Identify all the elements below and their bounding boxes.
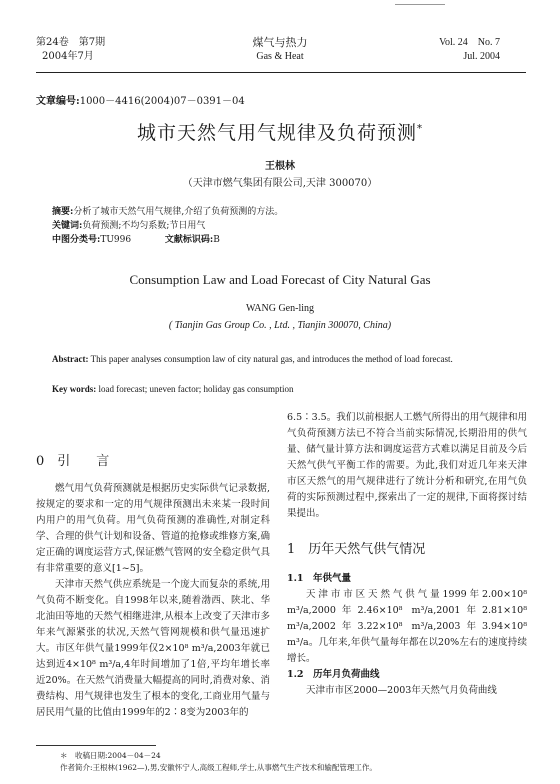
author-en: WANG Gen-ling xyxy=(245,303,315,314)
top-scan-mark xyxy=(395,4,445,5)
clc-value: TU996 xyxy=(100,235,132,245)
header-rule xyxy=(36,72,526,73)
doc-code-value: B xyxy=(213,235,220,245)
abstract-cn-label: 摘要: xyxy=(52,207,74,217)
keywords-en xyxy=(52,384,492,394)
footnote-received: ＊ 收稿日期:2004－04－24 xyxy=(60,751,161,760)
section-0-para-1: 燃气用气负荷预测就是根据历史实际供气记录数据,按规定的要求和一定的用气规律预测出未来某一段时间内用户的用气负荷。用气负荷预测的准确性,对制定科学、合理的供气计划和设备、管道的抢修或维修方案,确定正确的调度运营方式,保证燃气管网的安全稳定供气具有非常重要的意义[1~5]。 xyxy=(36,483,270,574)
article-number-value: 1000－4416(2004)07－0391－04 xyxy=(79,96,245,107)
section-1-heading: 1 历年天然气供气情况 xyxy=(287,542,426,557)
abstract-cn xyxy=(52,206,512,219)
clc-label: 中图分类号: xyxy=(52,235,101,245)
keywords-en-label: Key words: xyxy=(52,384,97,394)
article-number-label: 文章编号: xyxy=(36,96,80,107)
title-cn-text: 城市天然气用气规律及负荷预测 xyxy=(136,122,417,144)
subsection-1-2-text: 天津市市区2000—2003年天然气月负荷曲线 xyxy=(306,685,497,696)
article-number xyxy=(36,92,245,107)
footnote-author-bio: 作者简介:王根林(1962—),男,安徽怀宁人,高级工程师,学士,从事燃气生产技术和输配管理工作。 xyxy=(60,763,377,772)
title-footnote-mark: * xyxy=(417,123,423,135)
keywords-en-text: load forecast; uneven factor; holiday gas consumption xyxy=(96,384,294,394)
doc-code-label: 文献标识码: xyxy=(164,235,214,245)
section-0-heading: 0 引 言 xyxy=(36,454,110,469)
footnote-rule xyxy=(36,745,156,746)
abstract-en-text: This paper analyses consumption law of city natural gas, and introduces the method of load forecast. xyxy=(88,354,453,364)
date-cn: 2004年7月 xyxy=(42,51,94,62)
title-en: Consumption Law and Load Forecast of City Natural Gas xyxy=(129,272,431,287)
journal-cn: 煤气与热力 xyxy=(252,36,308,49)
keywords-cn xyxy=(52,220,512,233)
classification xyxy=(52,234,512,247)
abstract-en-label: Abstract: xyxy=(52,354,89,364)
affiliation-cn: （天津市燃气集团有限公司,天津 300070） xyxy=(182,178,378,189)
subsection-1-1-text: 天津市市区天然气供气量1999年2.00×10⁸ m³/a,2000年2.46×10⁸ m³/a,2001年2.81×10⁸ m³/a,2002年3.22×10⁸ m³/a,2003年3.94×10⁸ m³/a。几年来,年供气量每年都在以20%左右的速度持续增长。 xyxy=(287,589,527,664)
header-right xyxy=(439,36,500,64)
subsection-1-2-heading: 1.2 历年月负荷曲线 xyxy=(287,669,380,680)
keywords-cn-label: 关键词: xyxy=(52,221,83,231)
author-cn: 王根林 xyxy=(265,161,295,172)
volume-en: Vol. 24 No. 7 xyxy=(439,37,500,48)
date-en: Jul. 2004 xyxy=(463,51,500,62)
abstract-cn-text: 分析了城市天然气用气规律,介绍了负荷预测的方法。 xyxy=(73,207,284,217)
title-cn xyxy=(0,118,560,145)
keywords-cn-text: 负荷预测;不均匀系数;节日用气 xyxy=(82,221,206,231)
left-column xyxy=(36,450,270,721)
section-0-para-2: 天津市天然气供应系统是一个庞大而复杂的系统,用气负荷不断变化。自1998年以来,随着渤西、陕北、华北油田等地的天然气相继进津,从根本上改变了天津市多年来气源紧张的状况,天然气管网规模和供气量迅速扩大。市区年供气量1999年仅2×10⁸ m³/a,2003年就已达到近4×10⁸ m³/a,4年时间增加了1倍,平均年增长率近20%。在天然气消费量大幅提高的同时,消费对象、消费结构、用气规律也发生了根本的变化,工商业用气量与居民用气量的比值由1999年的2∶8变为2003年的 xyxy=(36,579,270,718)
affiliation-en: ( Tianjin Gas Group Co. , Ltd. , Tianjin 300070, China) xyxy=(168,320,392,331)
subsection-1-1-heading: 1.1 年供气量 xyxy=(287,573,352,584)
journal-en: Gas & Heat xyxy=(256,51,304,62)
section-0-para-continued: 6.5∶3.5。我们以前根据人工燃气所得出的用气规律和用气负荷预测方法已不符合当前实际情况,长期沿用的供气量、储气量计算方法和调度运营方式难以满足目前及今后天然气供气平衡工作的需要。为此,我们对近几年来天津市区天然气的用气规律进行了统计分析和研究,在用气负荷的实际预测过程中,探索出了一定的规律,下面将探讨结果提出。 xyxy=(287,412,527,519)
abstract-en xyxy=(52,352,492,366)
volume-cn: 第24卷 第7期 xyxy=(36,37,106,48)
right-column xyxy=(287,410,527,699)
